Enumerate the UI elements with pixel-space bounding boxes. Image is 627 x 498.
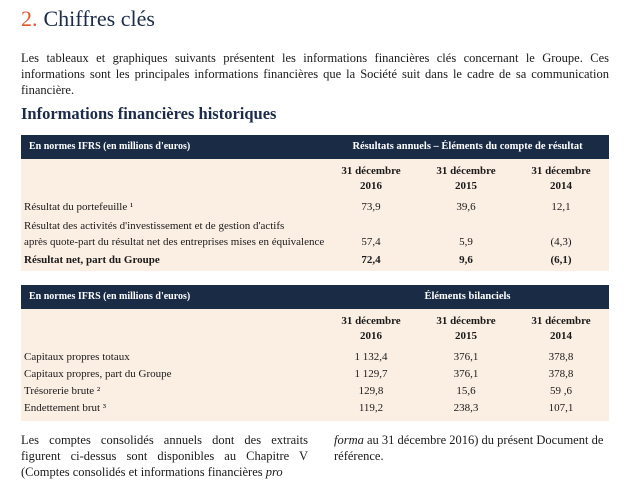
table-row bbox=[21, 383, 609, 400]
footer-text-right: forma au 31 décembre 2016) du présent Document de référence. bbox=[334, 433, 604, 463]
column-header: 31 décembre 2015 bbox=[436, 315, 496, 342]
cell-value: 376,1 bbox=[453, 351, 479, 363]
cell-value: 1 129,7 bbox=[354, 368, 388, 380]
cell-value: 238,3 bbox=[453, 402, 479, 414]
table-header bbox=[21, 135, 609, 159]
cell-value: 376,1 bbox=[453, 368, 479, 380]
cell-value: 72,4 bbox=[361, 254, 381, 266]
column-headers bbox=[21, 159, 609, 199]
table-row bbox=[21, 349, 609, 366]
cell-value: 73,9 bbox=[361, 201, 381, 213]
row-label: Résultat net, part du Groupe bbox=[24, 254, 160, 266]
table-row bbox=[21, 366, 609, 383]
section-title: Chiffres clés bbox=[43, 6, 155, 31]
cell-value: 129,8 bbox=[358, 385, 384, 397]
table-heading: Résultats annuels – Éléments du compte de résultat bbox=[352, 141, 583, 152]
cell-value: 107,1 bbox=[548, 402, 574, 414]
table-row bbox=[21, 199, 609, 218]
cell-value: 378,8 bbox=[548, 368, 574, 380]
row-label: Trésorerie brute ² bbox=[24, 385, 101, 397]
cell-value: (6,1) bbox=[550, 254, 572, 266]
intro-paragraph: Les tableaux et graphiques suivants présentent les informations financières clés concernant le Groupe. Ces informations sont les principales informations financières que la Société suit dans le cadre de sa communication financière. bbox=[21, 51, 609, 97]
italic-text: forma bbox=[334, 433, 364, 447]
section-heading bbox=[21, 6, 155, 32]
column-header: 31 décembre 2014 bbox=[531, 165, 591, 192]
subsection-title: Informations financières historiques bbox=[21, 104, 277, 123]
column-header: 31 décembre 2016 bbox=[341, 165, 401, 192]
income-statement-table bbox=[21, 135, 609, 271]
cell-value: 1 132,4 bbox=[354, 351, 388, 363]
cell-value: 12,1 bbox=[551, 201, 571, 213]
column-headers bbox=[21, 309, 609, 349]
row-label: Capitaux propres, part du Groupe bbox=[24, 368, 172, 380]
row-label: Résultat des activités d'investissement et de gestion d'actifs bbox=[24, 220, 285, 232]
italic-text: pro bbox=[265, 465, 283, 479]
balance-sheet-table bbox=[21, 285, 609, 421]
cell-value: (4,3) bbox=[550, 236, 572, 248]
cell-value: 39,6 bbox=[456, 201, 476, 213]
cell-value: 5,9 bbox=[459, 236, 473, 248]
cell-value: 57,4 bbox=[361, 236, 381, 248]
cell-value: 378,8 bbox=[548, 351, 574, 363]
row-label: Endettement brut ³ bbox=[24, 402, 107, 414]
table-header bbox=[21, 285, 609, 309]
table-heading: Éléments bilanciels bbox=[424, 291, 511, 302]
cell-value: 59 ,6 bbox=[550, 385, 572, 397]
table-row bbox=[21, 218, 609, 234]
cell-value: 119,2 bbox=[358, 402, 384, 414]
footer-text-left: Les comptes consolidés annuels dont des extraits figurent ci-dessus sont disponibles au Chapitre V (Comptes consolidés et informations financières pro bbox=[21, 433, 308, 479]
row-label: après quote-part du résultat net des entreprises mises en équivalence bbox=[24, 236, 325, 248]
units-label: En normes IFRS (en millions d'euros) bbox=[29, 291, 191, 302]
cell-value: 15,6 bbox=[456, 385, 476, 397]
row-label: Résultat du portefeuille ¹ bbox=[24, 201, 134, 213]
column-header: 31 décembre 2014 bbox=[531, 315, 591, 342]
column-header: 31 décembre 2015 bbox=[436, 165, 496, 192]
table-row bbox=[21, 234, 609, 252]
row-label: Capitaux propres totaux bbox=[24, 351, 130, 363]
table-row bbox=[21, 252, 609, 270]
units-label: En normes IFRS (en millions d'euros) bbox=[29, 141, 191, 152]
cell-value: 9,6 bbox=[459, 254, 473, 266]
table-row bbox=[21, 400, 609, 417]
column-header: 31 décembre 2016 bbox=[341, 315, 401, 342]
section-number: 2. bbox=[21, 6, 38, 31]
